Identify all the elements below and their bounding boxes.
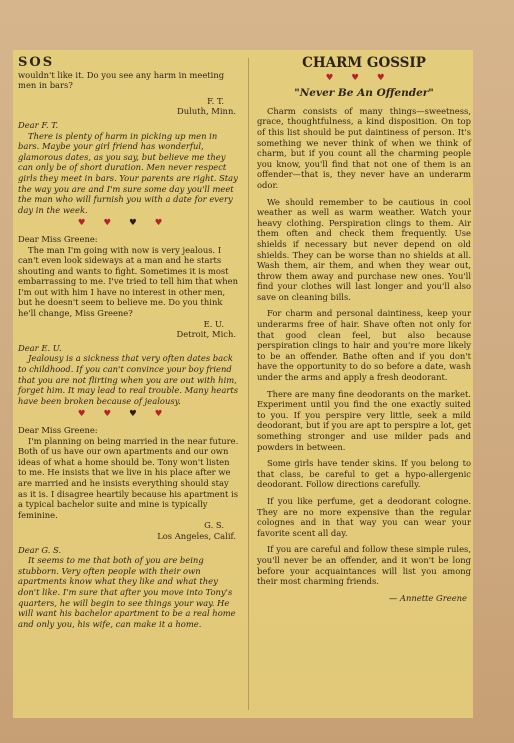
heart-icon: ♥ (77, 409, 104, 420)
author-credit: — Annette Greene (388, 592, 467, 603)
heart-icon: ♥ (103, 409, 129, 420)
letter-3-location: Los Angeles, Calif. (157, 530, 236, 541)
letter-2-text: The man I'm going with now is very jealous. I can't even look sideways at a man and he starts shouting and wants to fight. Sometimes it is most embarrassing to me. I've tried to tell him that when I'm out with him I have no interest in other men, but he doesn't seem to believe me. Do you think he'll change, Miss Greene? (18, 244, 239, 319)
heart-icon: ♥ (129, 409, 155, 420)
charm-gossip-header: CHARM GOSSIP (302, 55, 426, 71)
letter-2-signature: E. U. (203, 318, 224, 329)
article-paragraph: There are many fine deodorants on the market. Experiment until you find the one exactly suited to you. If you perspire very little, seek a mild deodorant, but if you are apt to perspire a lot, get something stronger and use milder pads and powders in between. (257, 388, 471, 452)
article-paragraph: If you like perfume, get a deodorant cologne. They are no more expensive than the regular colognes and in that way you can wear your favorite scent all day. (257, 495, 471, 538)
intro-text: wouldn't like it. Do you see any harm in meeting men in bars? (18, 69, 225, 91)
article-paragraph: Charm consists of many things—sweetness, grace, thoughtfulness, a kind disposition. On top of this list should be put daintiness of person. It's something we never think of when we think of charm, but if you count all the charming people you know, you'll find that not one of them is an offender—that is, they never have an underarm odor. (257, 105, 471, 190)
heart-icon: ♥ (154, 218, 181, 229)
reply-3-text: It seems to me that both of you are being stubborn. Very often people with their own apartments know what they like and what they don't like. I'm sure that after you move into Tony's quarters, he will begin to see things your way. He will want his bachelor apartment to be a real home and only you, his wife, can make it a home. (18, 555, 236, 629)
heart-divider-top (257, 73, 471, 84)
letter-1-location: Duluth, Minn. (177, 106, 236, 117)
letter-3-opening: Dear Miss Greene: (18, 425, 98, 435)
article-paragraph: We should remember to be cautious in cool weather as well as warm weather. Watch your heavy clothing. Perspiration clings to them. Air them often and check them frequently. Use shields if necessary but never depend on old shields. They can be worse than no shields at all. Wash them, air them, and when they wear out, throw them away and purchase new ones. You'll find your clothes will last longer and you'll also save on cleaning bills. (257, 196, 471, 302)
heart-icon: ♥ (77, 218, 104, 229)
reply-2-salutation: Dear E. U. (18, 342, 62, 353)
letter-2-location: Detroit, Mich. (176, 329, 236, 340)
sos-header: SOS (18, 55, 55, 70)
letter-2-opening: Dear Miss Greene: (18, 233, 98, 244)
letter-3-text: I'm planning on being married in the near future. Both of us have our own apartments and our own ideas of what a home should be. Tony won't listen to me. He insists that we live in his place after we are married and he insists everything should stay as it is. I disagree heartily because his apartment is a typical bachelor suite and mine is typically feminine. (18, 435, 239, 520)
article-subtitle: "Never Be An Offender" (294, 87, 434, 100)
heart-icon: ♥ (103, 218, 129, 229)
heart-icon: ♥ (129, 218, 155, 229)
reply-1-salutation: Dear F. T. (18, 119, 59, 130)
heart-divider-1 (18, 218, 240, 229)
heart-divider-2 (18, 409, 240, 420)
article-paragraph: For charm and personal daintiness, keep your underarms free of hair. Shave often not only for that good clean feel, but also because perspiration clings to hair and you're more likely to be an offender. Bathe often and if you don't have the opportunity to do so before a date, wash under the arms and apply a fresh deodorant. (257, 308, 471, 383)
charm-gossip-column (257, 55, 471, 603)
sos-column (18, 55, 240, 629)
heart-icon: ♥ (351, 72, 377, 83)
reply-1-text: There is plenty of harm in picking up men in bars. Maybe your girl friend has wonderful, glamorous dates, as you say, but believe me they can only be of short duration. Men never respect girls they meet in bars. Your parents are right. Stay the way you are and I'm sure some day you'll meet the man who will furnish you with a date for every day in the week. (18, 130, 238, 215)
heart-icon: ♥ (325, 72, 352, 83)
reply-2-text: Jealousy is a sickness that very often dates back to childhood. If you can't convince your boy friend that you are not flirting when you are out with him, forget him. It may lead to real trouble. Many hearts have been broken because of jealousy. (18, 353, 238, 406)
article-paragraph: If you are careful and follow these simple rules, you'll never be an offender, and it won't be long before your acquaintances will list you among their most charming friends. (257, 544, 471, 587)
article-paragraph: Some girls have tender skins. If you belong to that class, be careful to get a hypo-allergenic deodorant. Follow directions carefully. (257, 458, 471, 490)
letter-3-signature: G. S. (204, 520, 224, 531)
reply-3-salutation: Dear G. S. (18, 544, 62, 555)
letter-1-signature: F. T. (207, 95, 224, 106)
heart-icon: ♥ (376, 72, 403, 83)
heart-icon: ♥ (154, 409, 181, 420)
column-divider (248, 58, 249, 710)
